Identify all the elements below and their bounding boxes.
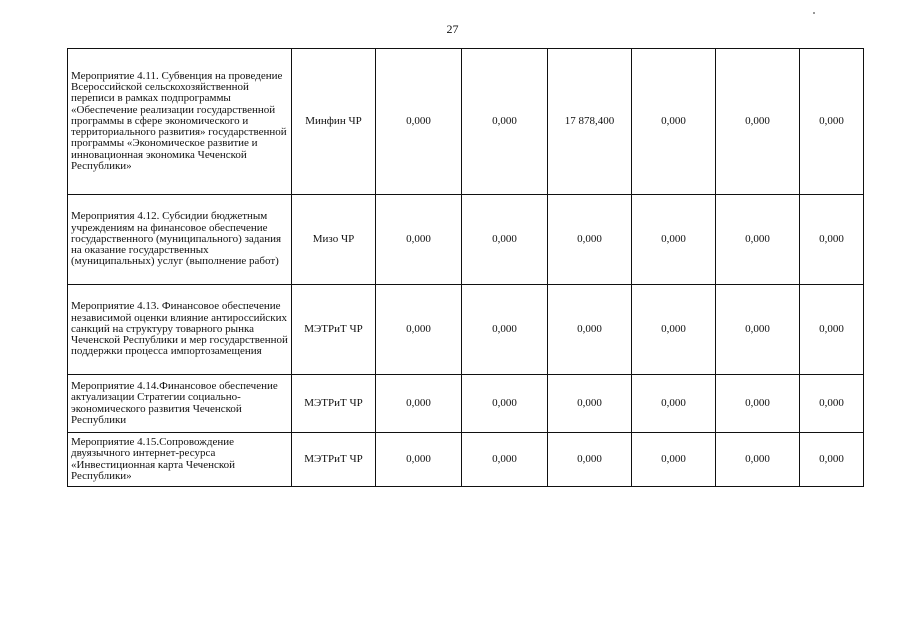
value-cell: 0,000 bbox=[376, 195, 462, 285]
value-cell: 0,000 bbox=[376, 433, 462, 487]
value-cell: 0,000 bbox=[800, 285, 864, 375]
value-cell: 0,000 bbox=[548, 285, 632, 375]
value-cell: 0,000 bbox=[800, 195, 864, 285]
value-cell: 0,000 bbox=[716, 285, 800, 375]
value-cell: 0,000 bbox=[716, 375, 800, 433]
value-cell: 0,000 bbox=[800, 433, 864, 487]
value-cell: 0,000 bbox=[548, 195, 632, 285]
value-cell: 0,000 bbox=[376, 285, 462, 375]
row-description: Мероприятие 4.14.Финансовое обеспечение актуализации Стратегии социально-экономического развития Чеченской Республики bbox=[68, 375, 292, 433]
table-row bbox=[68, 375, 864, 433]
value-cell: 0,000 bbox=[632, 285, 716, 375]
value-cell: 0,000 bbox=[462, 49, 548, 195]
value-cell: 17 878,400 bbox=[548, 49, 632, 195]
value-cell: 0,000 bbox=[548, 375, 632, 433]
row-executor: Минфин ЧР bbox=[292, 49, 376, 195]
value-cell: 0,000 bbox=[548, 433, 632, 487]
table-row bbox=[68, 49, 864, 195]
value-cell: 0,000 bbox=[632, 195, 716, 285]
row-description: Мероприятие 4.15.Сопровождение двуязычного интернет-ресурса «Инвестиционная карта Чеченской Республики» bbox=[68, 433, 292, 487]
value-cell: 0,000 bbox=[376, 49, 462, 195]
value-cell: 0,000 bbox=[376, 375, 462, 433]
row-executor: МЭТРиТ ЧР bbox=[292, 285, 376, 375]
page-number: 27 bbox=[446, 22, 459, 36]
value-cell: 0,000 bbox=[632, 49, 716, 195]
value-cell: 0,000 bbox=[716, 49, 800, 195]
scan-speck bbox=[813, 12, 815, 14]
value-cell: 0,000 bbox=[632, 433, 716, 487]
value-cell: 0,000 bbox=[632, 375, 716, 433]
value-cell: 0,000 bbox=[800, 375, 864, 433]
value-cell: 0,000 bbox=[716, 195, 800, 285]
value-cell: 0,000 bbox=[462, 433, 548, 487]
row-executor: Мизо ЧР bbox=[292, 195, 376, 285]
value-cell: 0,000 bbox=[462, 285, 548, 375]
value-cell: 0,000 bbox=[462, 375, 548, 433]
value-cell: 0,000 bbox=[800, 49, 864, 195]
row-description: Мероприятия 4.12. Субсидии бюджетным учреждениям на финансовое обеспечение государственного (муниципального) задания на оказание государственных (муниципальных) услуг (выполнение работ) bbox=[68, 195, 292, 285]
row-description: Мероприятие 4.11. Субвенция на проведение Всероссийской сельскохозяйственной переписи в рамках подпрограммы «Обеспечение реализации государственной программы в сфере экономического и территориального развития» государственной программы «Экономическое развитие и инновационная экономика Чеченской Республики» bbox=[68, 49, 292, 195]
row-executor: МЭТРиТ ЧР bbox=[292, 375, 376, 433]
value-cell: 0,000 bbox=[462, 195, 548, 285]
table-row bbox=[68, 195, 864, 285]
row-executor: МЭТРиТ ЧР bbox=[292, 433, 376, 487]
budget-table bbox=[67, 48, 864, 487]
table-row bbox=[68, 285, 864, 375]
value-cell: 0,000 bbox=[716, 433, 800, 487]
row-description: Мероприятие 4.13. Финансовое обеспечение независимой оценки влияние антироссийских санкций на структуру товарного рынка Чеченской Республики и мер государственной поддержки процесса импортозамещения bbox=[68, 285, 292, 375]
table-row bbox=[68, 433, 864, 487]
